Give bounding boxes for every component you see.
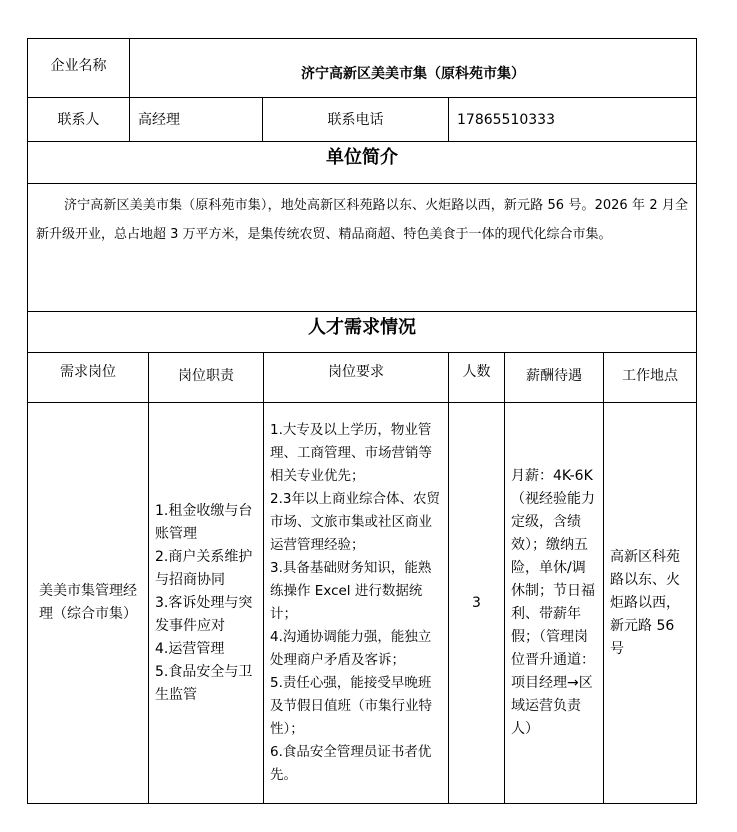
header-requirements: 岗位要求 <box>263 352 449 403</box>
header-salary: 薪酬待遇 <box>504 352 604 403</box>
contact-value: 高经理 <box>129 97 263 142</box>
intro-text <box>27 183 697 312</box>
cell-location <box>603 402 697 804</box>
salary-text: 月薪：4K-6K（视经验能力定级，含绩效）；缴纳五险，单休/调休制；节日福利、带薪年假；（管理岗位晋升通道：项目经理→区域运营负责人） <box>511 468 595 737</box>
cell-count <box>448 402 505 804</box>
header-duties: 岗位职责 <box>148 352 264 403</box>
phone-value: 17865510333 <box>448 97 697 142</box>
cell-salary <box>504 402 604 804</box>
intro-paragraph: 济宁高新区美美市集（原科苑市集），地处高新区科苑路以东、火炬路以西，新元路 56 号。2026 年 2 月全新升级开业，总占地超 3 万平方米，是集传统农贸、精品商超、特色美食于一体的现代化综合市集。 <box>36 198 688 242</box>
header-location: 工作地点 <box>603 352 697 403</box>
company-name-value: 济宁高新区美美市集（原科苑市集） <box>129 38 697 98</box>
cell-position <box>27 402 149 804</box>
location-text: 高新区科苑路以东、火炬路以西，新元路 56 号 <box>610 548 680 657</box>
position-text: 美美市集管理经理（综合市集） <box>39 583 137 622</box>
phone-label: 联系电话 <box>262 97 449 142</box>
duties-text: 1.租金收缴与台账管理 2.商户关系维护与招商协同 3.客诉处理与突发事件应对 4.运营管理 5.食品安全与卫生监管 <box>155 502 253 703</box>
contact-label: 联系人 <box>27 97 130 142</box>
cell-requirements <box>263 402 449 804</box>
talent-section-title: 人才需求情况 <box>27 311 697 353</box>
header-position: 需求岗位 <box>27 352 149 403</box>
requirements-text: 1.大专及以上学历，物业管理、工商管理、市场营销等相关专业优先； 2.3年以上商业综合体、农贸市场、文旅市集或社区商业运营管理经验； 3.具备基础财务知识，能熟练操作 Excel 进行数据统计； 4.沟通协调能力强，能独立处理商户矛盾及客诉； 5.责任心强，能接受早晚班及节假日值班（市集行业特性）； 6.食品安全管理员证书者优先。 <box>270 422 440 783</box>
cell-duties <box>148 402 264 804</box>
intro-section-title: 单位简介 <box>27 141 697 184</box>
count-text: 3 <box>472 595 481 611</box>
header-count: 人数 <box>448 352 505 403</box>
company-name-label: 企业名称 <box>27 38 130 98</box>
